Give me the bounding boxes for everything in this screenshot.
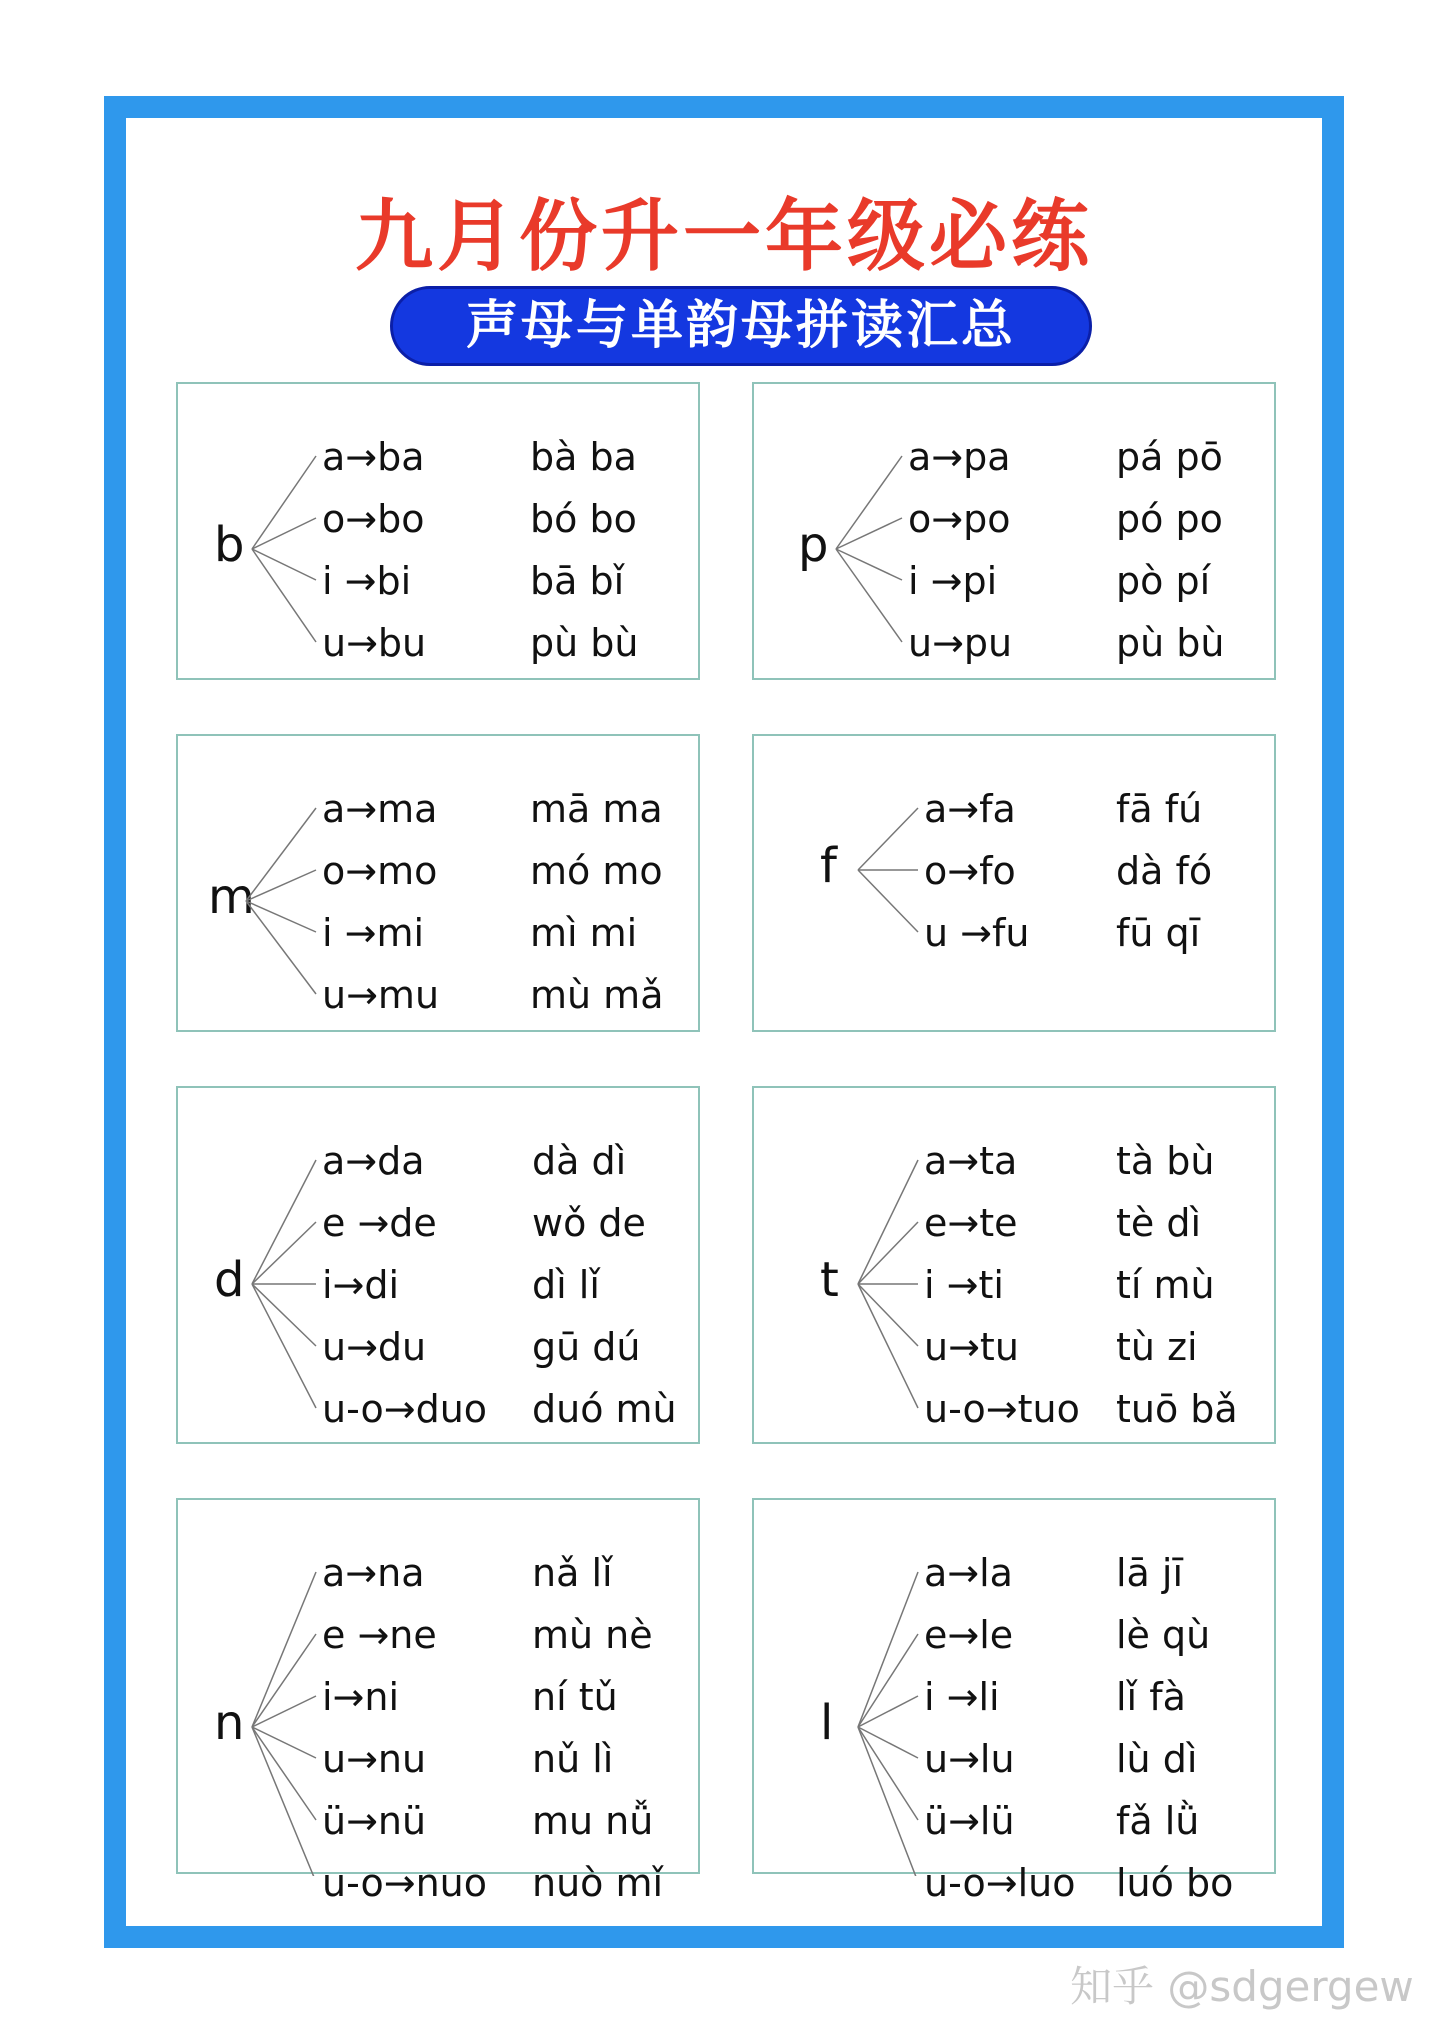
syllable-combo: o→fo	[924, 849, 1016, 893]
syllable-combo: i →pi	[908, 559, 998, 603]
pinyin-card-d	[176, 1086, 700, 1444]
practice-words: duó mù	[532, 1387, 677, 1431]
practice-words: mā ma	[530, 787, 663, 831]
practice-words: dà dì	[532, 1139, 627, 1183]
syllable-combo: u-o→duo	[322, 1387, 488, 1431]
practice-words: pò pí	[1116, 559, 1211, 603]
pinyin-card-f	[752, 734, 1276, 1032]
pinyin-card-n	[176, 1498, 700, 1905]
pinyin-card-p	[752, 382, 1276, 680]
practice-words: dì lǐ	[532, 1263, 600, 1307]
branch-line	[252, 1160, 316, 1284]
practice-words: gū dú	[532, 1325, 641, 1369]
syllable-combo: a→ma	[322, 787, 438, 831]
branch-line	[252, 456, 316, 549]
practice-words: wǒ de	[532, 1201, 646, 1245]
branch-line	[858, 1727, 918, 1758]
initial-letter: l	[820, 1695, 834, 1751]
branch-line	[252, 549, 316, 642]
syllable-combo: i→ni	[322, 1675, 400, 1719]
syllable-combo: a→ta	[924, 1139, 1018, 1183]
poster-title: 九月份升一年级必练	[354, 192, 1093, 282]
syllable-combo: u→lu	[924, 1737, 1015, 1781]
branch-line	[836, 549, 902, 642]
branch-line	[246, 808, 316, 901]
practice-words: bà ba	[530, 435, 637, 479]
practice-words: bó bo	[530, 497, 637, 541]
syllable-combo: o→po	[908, 497, 1011, 541]
branch-line	[836, 518, 902, 549]
pinyin-card-b	[176, 382, 700, 680]
syllable-combo: i →li	[924, 1675, 1000, 1719]
syllable-combo: o→bo	[322, 497, 425, 541]
practice-words: mù mǎ	[530, 973, 664, 1017]
syllable-combo: u→nu	[322, 1737, 427, 1781]
branch-line	[858, 1696, 918, 1727]
practice-words: pó po	[1116, 497, 1223, 541]
practice-words: lù dì	[1116, 1737, 1198, 1781]
branch-line	[858, 1727, 918, 1876]
branch-line	[252, 1284, 316, 1408]
practice-words: mó mo	[530, 849, 663, 893]
practice-words: pù bù	[1116, 621, 1225, 665]
syllable-combo: a→la	[924, 1551, 1013, 1595]
branch-line	[252, 1284, 316, 1346]
branch-line	[252, 1222, 316, 1284]
syllable-combo: e →ne	[322, 1613, 437, 1657]
practice-words: pù bù	[530, 621, 639, 665]
initial-letter: p	[798, 517, 829, 573]
syllable-combo: a→ba	[322, 435, 425, 479]
branch-line	[252, 549, 316, 580]
branch-line	[858, 1572, 918, 1727]
syllable-combo: u→bu	[322, 621, 427, 665]
practice-words: nǎ lǐ	[532, 1551, 613, 1595]
practice-words: nuò mǐ	[532, 1861, 664, 1905]
syllable-combo: i →mi	[322, 911, 425, 955]
branch-line	[858, 1284, 918, 1346]
syllable-combo: a→pa	[908, 435, 1011, 479]
branch-line	[858, 1284, 918, 1408]
syllable-combo: u-o→tuo	[924, 1387, 1080, 1431]
practice-words: mì mi	[530, 911, 638, 955]
watermark: 知乎 @sdgergew	[1070, 1962, 1414, 2011]
syllable-combo: u-o→luo	[924, 1861, 1076, 1905]
pinyin-card-m	[176, 734, 700, 1032]
practice-words: ní tǔ	[532, 1675, 618, 1719]
branch-line	[252, 1727, 316, 1758]
branch-lines	[754, 1500, 1278, 1876]
practice-words: fā fú	[1116, 787, 1203, 831]
initial-letter: b	[214, 517, 245, 573]
poster-subtitle-banner: 声母与单韵母拼读汇总	[390, 286, 1092, 366]
branch-line	[246, 901, 316, 994]
branch-line	[252, 1696, 316, 1727]
syllable-combo: e →de	[322, 1201, 437, 1245]
syllable-combo: u→pu	[908, 621, 1013, 665]
branch-line	[858, 1160, 918, 1284]
practice-words: lè qù	[1116, 1613, 1211, 1657]
initial-letter: n	[214, 1695, 245, 1751]
branch-line	[836, 456, 902, 549]
practice-words: tù zi	[1116, 1325, 1198, 1369]
syllable-combo: a→da	[322, 1139, 425, 1183]
practice-words: nǔ lì	[532, 1737, 614, 1781]
initial-letter: m	[208, 869, 255, 925]
syllable-combo: u →fu	[924, 911, 1030, 955]
syllable-combo: ü→lü	[924, 1799, 1015, 1843]
practice-words: pá pō	[1116, 435, 1223, 479]
practice-words: fǎ lǜ	[1116, 1799, 1200, 1843]
initial-letter: t	[820, 1252, 839, 1308]
syllable-combo: ü→nü	[322, 1799, 427, 1843]
syllable-combo: i →bi	[322, 559, 412, 603]
practice-words: mu nǚ	[532, 1799, 654, 1843]
syllable-combo: u→du	[322, 1325, 427, 1369]
syllable-combo: u→mu	[322, 973, 440, 1017]
practice-words: lā jī	[1116, 1551, 1184, 1595]
branch-line	[836, 549, 902, 580]
branch-line	[246, 870, 316, 901]
branch-line	[858, 1222, 918, 1284]
practice-words: lǐ fà	[1116, 1675, 1186, 1719]
branch-line	[252, 518, 316, 549]
syllable-combo: a→na	[322, 1551, 425, 1595]
practice-words: tà bù	[1116, 1139, 1215, 1183]
syllable-combo: o→mo	[322, 849, 438, 893]
branch-line	[858, 870, 918, 932]
syllable-combo: e→te	[924, 1201, 1018, 1245]
syllable-combo: i→di	[322, 1263, 400, 1307]
practice-words: mù nè	[532, 1613, 653, 1657]
syllable-combo: u-o→nuo	[322, 1861, 488, 1905]
syllable-combo: e→le	[924, 1613, 1014, 1657]
branch-line	[252, 1572, 316, 1727]
practice-words: tuō bǎ	[1116, 1387, 1238, 1431]
syllable-combo: u→tu	[924, 1325, 1019, 1369]
pinyin-card-t	[752, 1086, 1276, 1444]
branch-line	[246, 901, 316, 932]
initial-letter: d	[214, 1252, 245, 1308]
practice-words: dà fó	[1116, 849, 1213, 893]
practice-words: fū qī	[1116, 911, 1201, 955]
syllable-combo: a→fa	[924, 787, 1016, 831]
initial-letter: f	[820, 838, 837, 894]
practice-words: tí mù	[1116, 1263, 1215, 1307]
practice-words: luó bo	[1116, 1861, 1234, 1905]
practice-words: bā bǐ	[530, 559, 625, 603]
branch-line	[858, 808, 918, 870]
pinyin-card-l	[752, 1498, 1276, 1905]
syllable-combo: i →ti	[924, 1263, 1004, 1307]
practice-words: tè dì	[1116, 1201, 1202, 1245]
branch-line	[252, 1727, 316, 1876]
